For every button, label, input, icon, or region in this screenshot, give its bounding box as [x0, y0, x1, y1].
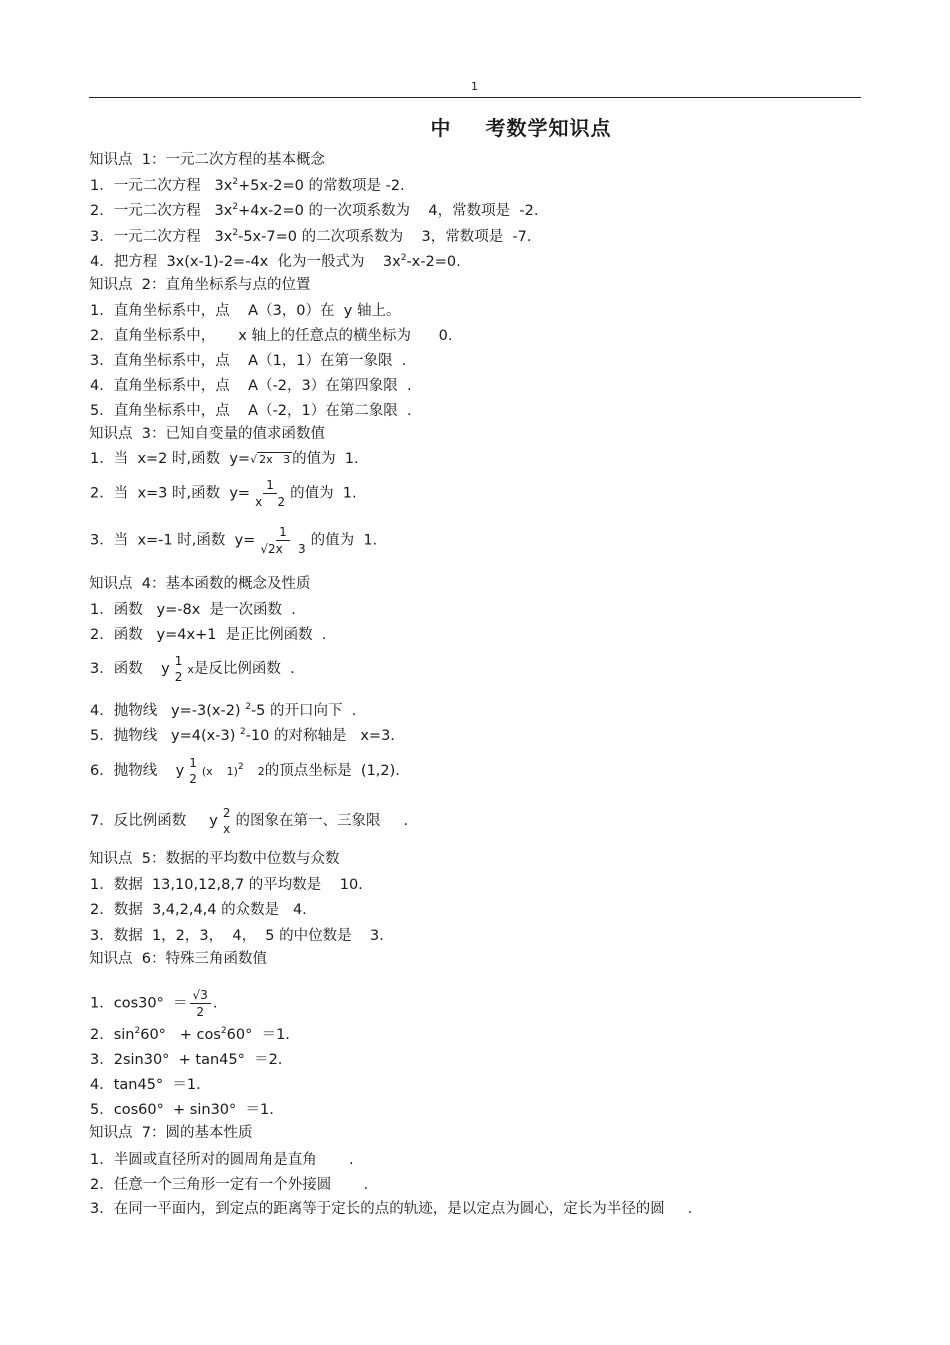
fraction: $\frac{1}{x 2}$	[255, 478, 286, 509]
s5-line-1: 1．数据 13,10,12,8,7 的平均数是 10.	[90, 877, 363, 893]
s1-line-1: 1．一元二次方程 $3x^2+5x-2=0$ 的常数项是 -2.	[90, 177, 405, 194]
s6-line-2: 2．$\sin^260^\circ + \cos^260^\circ =1$.	[90, 1026, 290, 1043]
s4-line-5: 5．抛物线 y=4(x-3) $^2$-10 的对称轴是 x=3.	[90, 727, 395, 744]
section-6-heading: 知识点 6：特殊三角函数值	[89, 951, 267, 967]
s6-line-3: 3．2sin30° + tan45° ＝2.	[90, 1052, 283, 1068]
s6-line-4: 4．tan45° ＝1.	[90, 1077, 201, 1093]
s7-line-3: 3．在同一平面内，到定点的距离等于定长的点的轨迹，是以定点为圆心，定长为半径的圆 .	[90, 1201, 693, 1217]
s7-line-1: 1．半圆或直径所对的圆周角是直角 .	[90, 1152, 354, 1168]
fraction: 2 x	[222, 806, 231, 836]
title-part2: 考数学知识点	[485, 116, 612, 140]
s3-line-2: 2．当 x=3 时,函数 y= $\frac{1}{x 2}$ 的值为 1.	[90, 478, 357, 509]
section-5-heading: 知识点 5：数据的平均数中位数与众数	[89, 851, 340, 867]
section-7-heading: 知识点 7：圆的基本性质	[89, 1125, 253, 1141]
s7-line-2: 2．任意一个三角形一定有一个外接圆 .	[90, 1177, 369, 1193]
s4-line-3: 3．函数 y 1 2 x是反比例函数 .	[90, 654, 295, 684]
s5-line-3: 3．数据 1，2，3， 4， 5 的中位数是 3.	[90, 928, 384, 944]
s1-line-4: 4．把方程 3x(x-1)-2=-4x 化为一般式为 $3x^2-x-2=0$.	[90, 253, 461, 270]
s1-line-2: 2．一元二次方程 $3x^2+4x-2=0$ 的一次项系数为 4，常数项是 -2.	[90, 202, 539, 219]
page-number: 1	[471, 80, 478, 93]
title-part1: 中	[430, 116, 452, 140]
s4-line-7: 7．反比例函数 y 2 x 的图象在第一、三象限 .	[90, 806, 409, 836]
s2-line-4: 4．直角坐标系中，点 A（-2，3）在第四象限 .	[90, 378, 412, 394]
s3-line-1: 1．当 x=2 时,函数 y=√ 2x 3 的值为 1.	[90, 451, 359, 467]
fraction: $\frac{1}{√2x 3}$	[260, 525, 306, 556]
section-3-heading: 知识点 3：已知自变量的值求函数值	[89, 426, 325, 442]
s4-line-2: 2．函数 y=4x+1 是正比例函数 .	[90, 627, 327, 643]
s2-line-1: 1．直角坐标系中，点 A（3，0）在 y 轴上。	[90, 303, 401, 319]
s2-line-5: 5．直角坐标系中，点 A（-2，1）在第二象限 .	[90, 403, 412, 419]
section-2-heading: 知识点 2：直角坐标系与点的位置	[89, 277, 311, 293]
sqrt-expression: √ 2x 3	[250, 453, 291, 466]
s4-line-6: 6．抛物线 y 1 2 (x 1)$^2$ 2的顶点坐标是 (1,2).	[90, 756, 400, 786]
section-1-heading: 知识点 1：一元二次方程的基本概念	[89, 152, 325, 168]
fraction: 1 2	[189, 756, 197, 786]
s4-line-1: 1．函数 y=-8x 是一次函数 .	[90, 602, 296, 618]
section-4-heading: 知识点 4：基本函数的概念及性质	[89, 576, 311, 592]
s1-line-3: 3．一元二次方程 $3x^2-5x-7=0$ 的二次项系数为 3，常数项是 -7.	[90, 228, 532, 245]
s2-line-2: 2．直角坐标系中， x 轴上的任意点的横坐标为 0.	[90, 328, 453, 344]
fraction: $\frac{√3}{2}$	[190, 987, 211, 1020]
header-rule	[89, 97, 861, 98]
fraction: 1 2	[174, 654, 183, 684]
s4-line-4: 4．抛物线 y=-3(x-2) $^2$-5 的开口向下 .	[90, 702, 357, 719]
s5-line-2: 2．数据 3,4,2,4,4 的众数是 4.	[90, 902, 307, 918]
page-title	[0, 112, 950, 141]
s6-line-1: 1．cos30° ＝ $\frac{√3}{2}$ .	[90, 988, 218, 1019]
s3-line-3: 3．当 x=-1 时,函数 y= $\frac{1}{√2x 3}$ 的值为 1.	[90, 525, 378, 556]
s6-line-5: 5．cos60° + sin30° ＝1.	[90, 1102, 274, 1118]
s2-line-3: 3．直角坐标系中，点 A（1，1）在第一象限 .	[90, 353, 407, 369]
